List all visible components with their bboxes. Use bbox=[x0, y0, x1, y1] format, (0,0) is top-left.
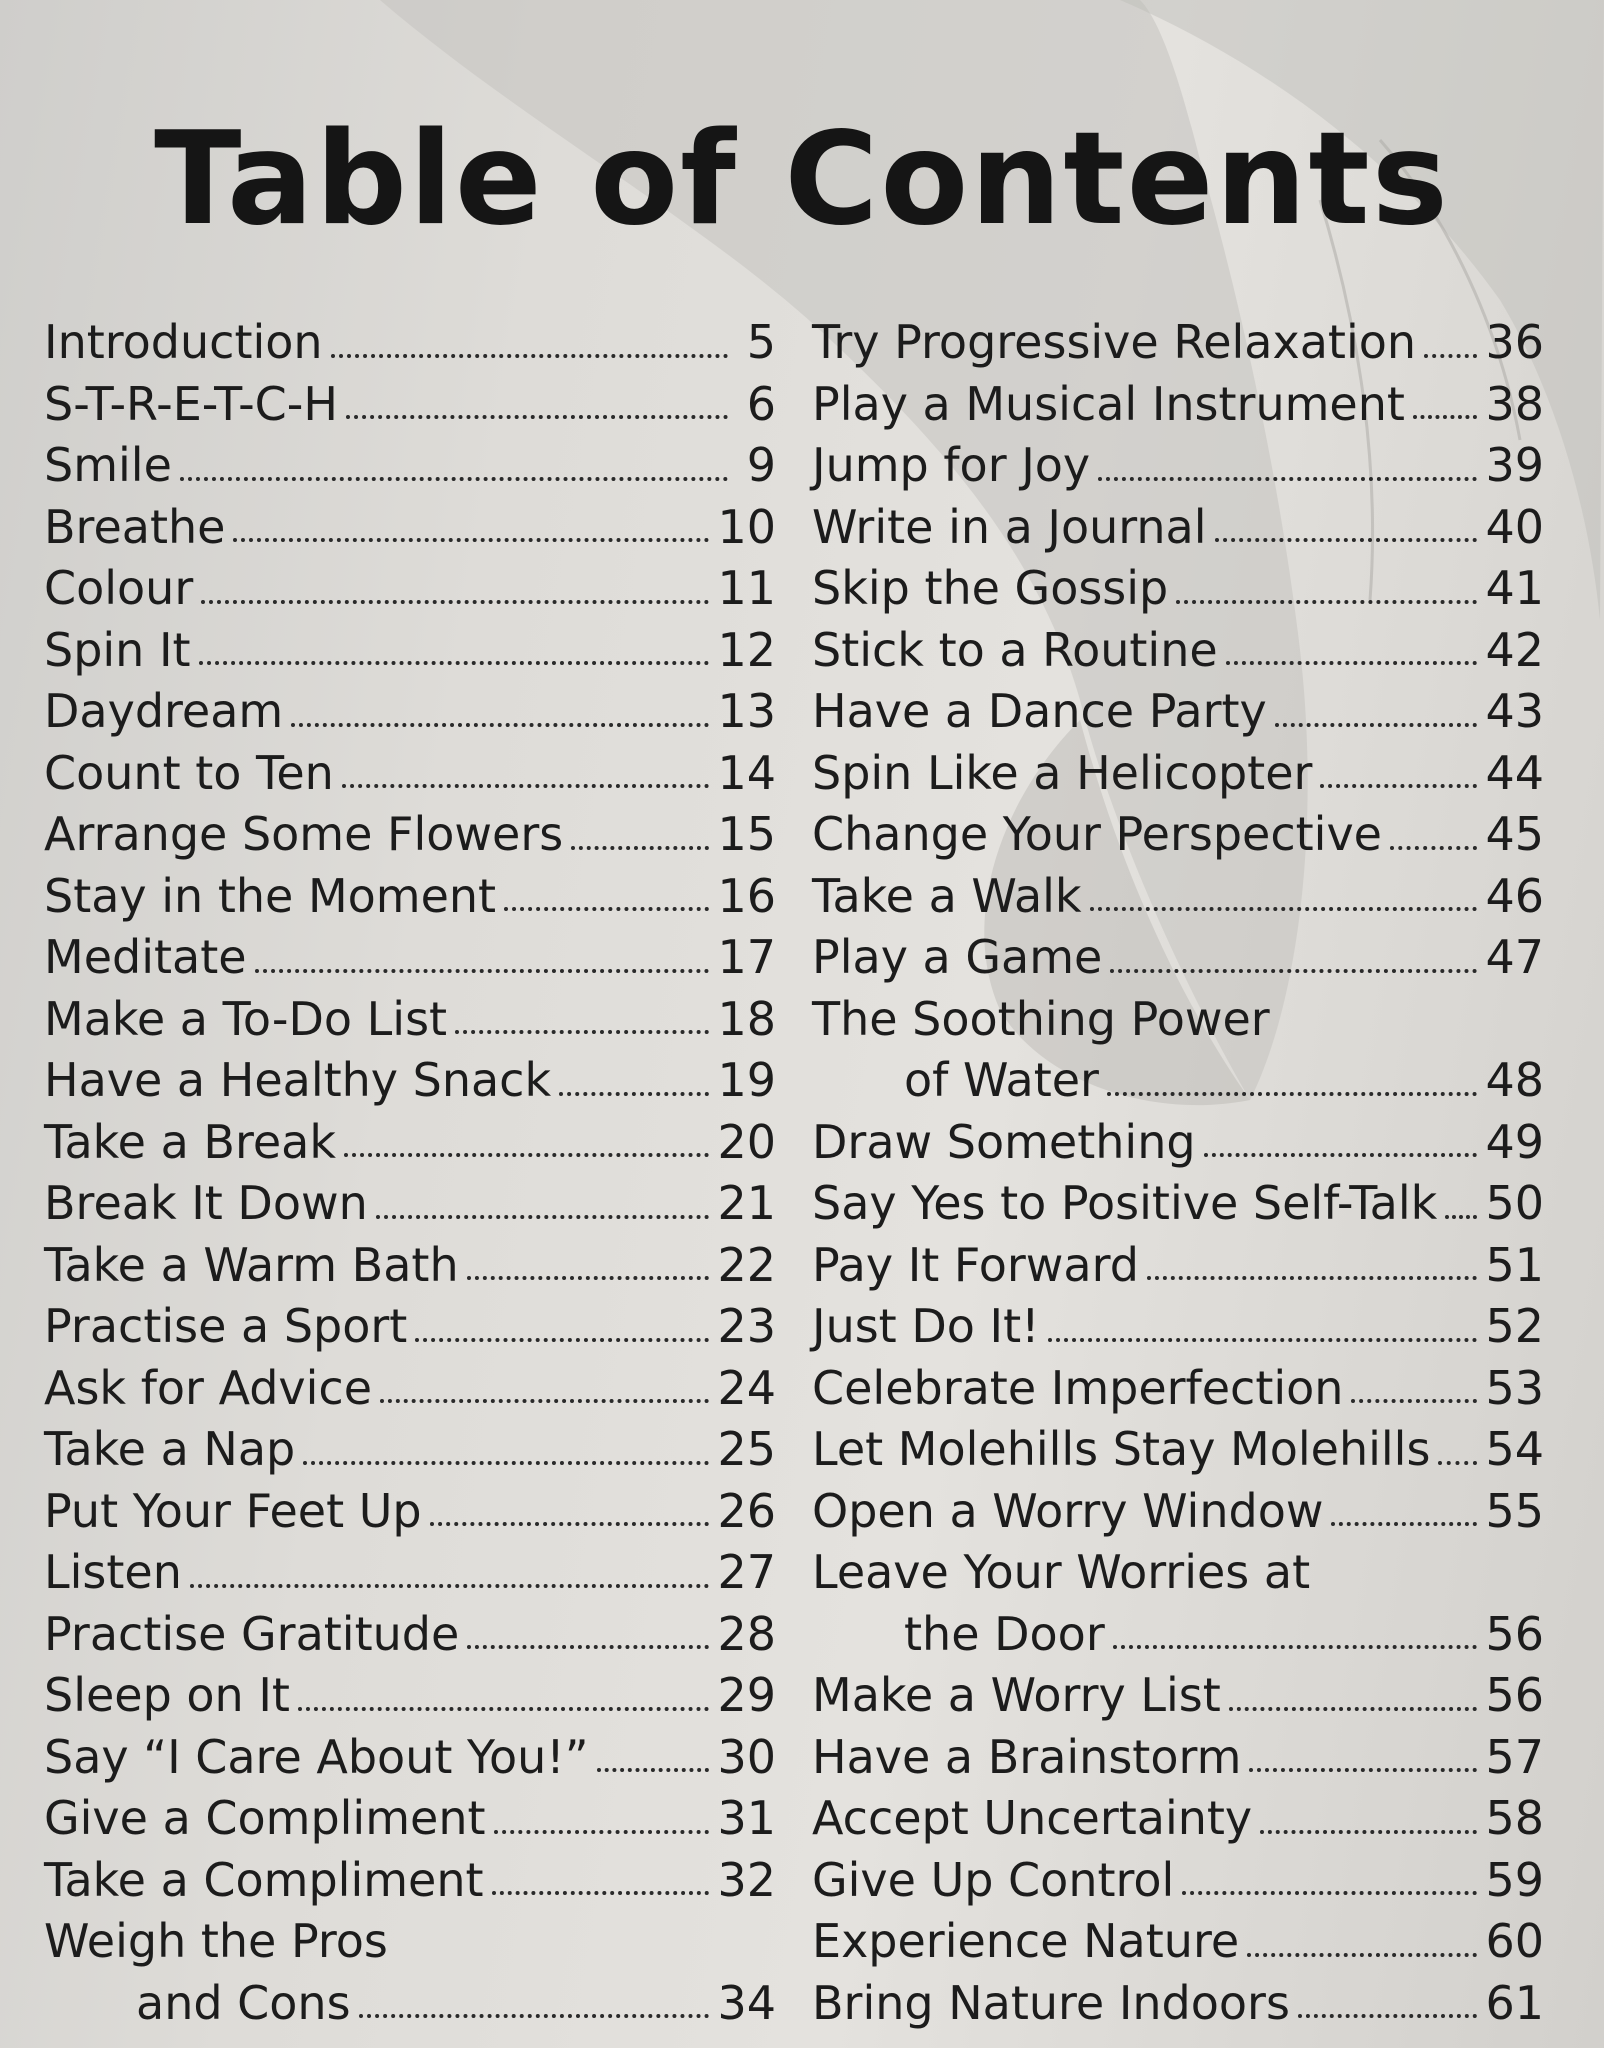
dot-leader bbox=[1182, 1891, 1477, 1895]
dot-leader bbox=[1331, 1522, 1477, 1526]
toc-entry[interactable]: Weigh the Pros and Cons 34 bbox=[44, 1914, 776, 2030]
toc-entry[interactable]: Put Your Feet Up 26 bbox=[44, 1483, 776, 1538]
toc-entry[interactable]: Accept Uncertainty 58 bbox=[812, 1791, 1544, 1845]
dot-leader bbox=[467, 1645, 709, 1649]
dot-leader bbox=[298, 1707, 710, 1711]
dot-leader bbox=[380, 1399, 709, 1403]
dot-leader bbox=[455, 1030, 709, 1034]
toc-entry[interactable]: Play a Musical Instrument 38 bbox=[812, 376, 1544, 431]
toc-entry[interactable]: Celebrate Imperfection 53 bbox=[812, 1360, 1544, 1415]
toc-entry[interactable]: Introduction 5 bbox=[44, 315, 776, 369]
toc-entry[interactable]: Practise Gratitude 28 bbox=[44, 1606, 776, 1661]
toc-entry[interactable]: Arrange Some Flowers 15 bbox=[44, 807, 776, 861]
toc-entry[interactable]: Experience Nature 60 bbox=[812, 1914, 1544, 1968]
dot-leader bbox=[467, 1276, 710, 1280]
dot-leader bbox=[180, 477, 728, 481]
toc-entry[interactable]: Say “I Care About You!” 30 bbox=[44, 1729, 776, 1784]
dot-leader bbox=[1298, 2014, 1478, 2018]
toc-entry[interactable]: Play a Game 47 bbox=[812, 930, 1544, 984]
toc-entry[interactable]: Listen 27 bbox=[44, 1545, 776, 1599]
toc-entry[interactable]: Take a Nap 25 bbox=[44, 1422, 776, 1476]
toc-entry[interactable]: Give Up Control 59 bbox=[812, 1852, 1544, 1907]
dot-leader bbox=[1351, 1399, 1477, 1403]
dot-leader bbox=[201, 600, 709, 604]
toc-entry[interactable]: Count to Ten 14 bbox=[44, 745, 776, 800]
toc-entry[interactable]: Skip the Gossip 41 bbox=[812, 561, 1544, 615]
toc-left-column bbox=[44, 312, 776, 2034]
dot-leader bbox=[1147, 1276, 1478, 1280]
toc-entry[interactable]: Sleep on It 29 bbox=[44, 1668, 776, 1722]
dot-leader bbox=[1320, 784, 1477, 788]
toc-entry[interactable]: Smile 9 bbox=[44, 438, 776, 492]
toc-entry[interactable]: Take a Break 20 bbox=[44, 1114, 776, 1169]
toc-entry[interactable]: Say Yes to Positive Self-Talk 50 bbox=[812, 1176, 1544, 1230]
toc-entry[interactable]: Pay It Forward 51 bbox=[812, 1237, 1544, 1292]
dot-leader bbox=[1229, 1707, 1478, 1711]
toc-entry[interactable]: Daydream 13 bbox=[44, 684, 776, 738]
dot-leader bbox=[1438, 1461, 1477, 1465]
toc-entry[interactable]: Take a Walk 46 bbox=[812, 868, 1544, 923]
toc-entry[interactable]: Ask for Advice 24 bbox=[44, 1360, 776, 1415]
dot-leader bbox=[571, 846, 709, 850]
toc-entry[interactable]: Make a Worry List 56 bbox=[812, 1668, 1544, 1722]
dot-leader bbox=[344, 1153, 709, 1157]
dot-leader bbox=[376, 1215, 710, 1219]
dot-leader bbox=[199, 661, 710, 665]
toc-entry[interactable]: Spin It 12 bbox=[44, 622, 776, 677]
dot-leader bbox=[492, 1891, 710, 1895]
dot-leader bbox=[1090, 907, 1478, 911]
dot-leader bbox=[291, 723, 709, 727]
toc-entry[interactable]: Take a Warm Bath 22 bbox=[44, 1237, 776, 1292]
dot-leader bbox=[1107, 1092, 1478, 1096]
toc-entry[interactable]: Give a Compliment 31 bbox=[44, 1791, 776, 1845]
dot-leader bbox=[494, 1830, 710, 1834]
toc-entry[interactable]: Colour 11 bbox=[44, 561, 776, 615]
dot-leader bbox=[303, 1461, 709, 1465]
dot-leader bbox=[190, 1584, 710, 1588]
dot-leader bbox=[559, 1092, 709, 1096]
toc-entry[interactable]: Meditate 17 bbox=[44, 930, 776, 984]
dot-leader bbox=[1445, 1215, 1477, 1219]
dot-leader bbox=[359, 2014, 710, 2018]
dot-leader bbox=[342, 784, 710, 788]
dot-leader bbox=[415, 1338, 709, 1342]
toc-right-column bbox=[812, 312, 1544, 2034]
toc-entry[interactable]: Open a Worry Window 55 bbox=[812, 1483, 1544, 1538]
toc-entry[interactable]: Let Molehills Stay Molehills 54 bbox=[812, 1422, 1544, 1476]
dot-leader bbox=[597, 1768, 710, 1772]
dot-leader bbox=[346, 415, 728, 419]
toc-entry[interactable]: Stick to a Routine 42 bbox=[812, 622, 1544, 677]
toc-entry[interactable]: Spin Like a Helicopter 44 bbox=[812, 745, 1544, 800]
toc-entry[interactable]: Jump for Joy 39 bbox=[812, 438, 1544, 492]
dot-leader bbox=[1390, 846, 1477, 850]
dot-leader bbox=[1247, 1953, 1477, 1957]
toc-entry[interactable]: Leave Your Worries at the Door 56 bbox=[812, 1545, 1544, 1661]
dot-leader bbox=[1226, 661, 1478, 665]
dot-leader bbox=[1048, 1338, 1478, 1342]
toc-entry[interactable]: Change Your Perspective 45 bbox=[812, 807, 1544, 861]
toc-entry[interactable]: Practise a Sport 23 bbox=[44, 1299, 776, 1353]
dot-leader bbox=[331, 354, 728, 358]
toc-entry[interactable]: Have a Healthy Snack 19 bbox=[44, 1053, 776, 1107]
toc-entry[interactable]: Break It Down 21 bbox=[44, 1176, 776, 1230]
dot-leader bbox=[1098, 477, 1477, 481]
toc-entry[interactable]: Take a Compliment 32 bbox=[44, 1852, 776, 1907]
dot-leader bbox=[1204, 1153, 1478, 1157]
dot-leader bbox=[430, 1522, 710, 1526]
dot-leader bbox=[1176, 600, 1477, 604]
toc-entry[interactable]: Have a Dance Party 43 bbox=[812, 684, 1544, 738]
dot-leader bbox=[1215, 538, 1478, 542]
dot-leader bbox=[1113, 1645, 1478, 1649]
dot-leader bbox=[255, 969, 710, 973]
toc-entry[interactable]: S-T-R-E-T-C-H 6 bbox=[44, 376, 776, 431]
dot-leader bbox=[1413, 415, 1478, 419]
toc-entry[interactable]: Make a To-Do List 18 bbox=[44, 991, 776, 1046]
toc-entry[interactable]: Breathe 10 bbox=[44, 499, 776, 554]
dot-leader bbox=[1275, 723, 1478, 727]
toc-entry[interactable]: Try Progressive Relaxation 36 bbox=[812, 315, 1544, 369]
dot-leader bbox=[1424, 354, 1477, 358]
dot-leader bbox=[233, 538, 709, 542]
toc-entry[interactable]: Write in a Journal 40 bbox=[812, 499, 1544, 554]
dot-leader bbox=[1110, 969, 1477, 973]
toc-entry[interactable]: Draw Something 49 bbox=[812, 1114, 1544, 1169]
toc-entry[interactable]: The Soothing Power of Water 48 bbox=[812, 991, 1544, 1107]
toc-entry[interactable]: Have a Brainstorm 57 bbox=[812, 1729, 1544, 1784]
dot-leader bbox=[504, 907, 709, 911]
page-title: Table of Contents bbox=[154, 105, 1450, 254]
toc-entry[interactable]: Stay in the Moment 16 bbox=[44, 868, 776, 923]
toc-entry[interactable]: Bring Nature Indoors 61 bbox=[812, 1975, 1544, 2030]
dot-leader bbox=[1249, 1768, 1477, 1772]
toc-entry[interactable]: Just Do It! 52 bbox=[812, 1299, 1544, 1353]
dot-leader bbox=[1260, 1830, 1477, 1834]
